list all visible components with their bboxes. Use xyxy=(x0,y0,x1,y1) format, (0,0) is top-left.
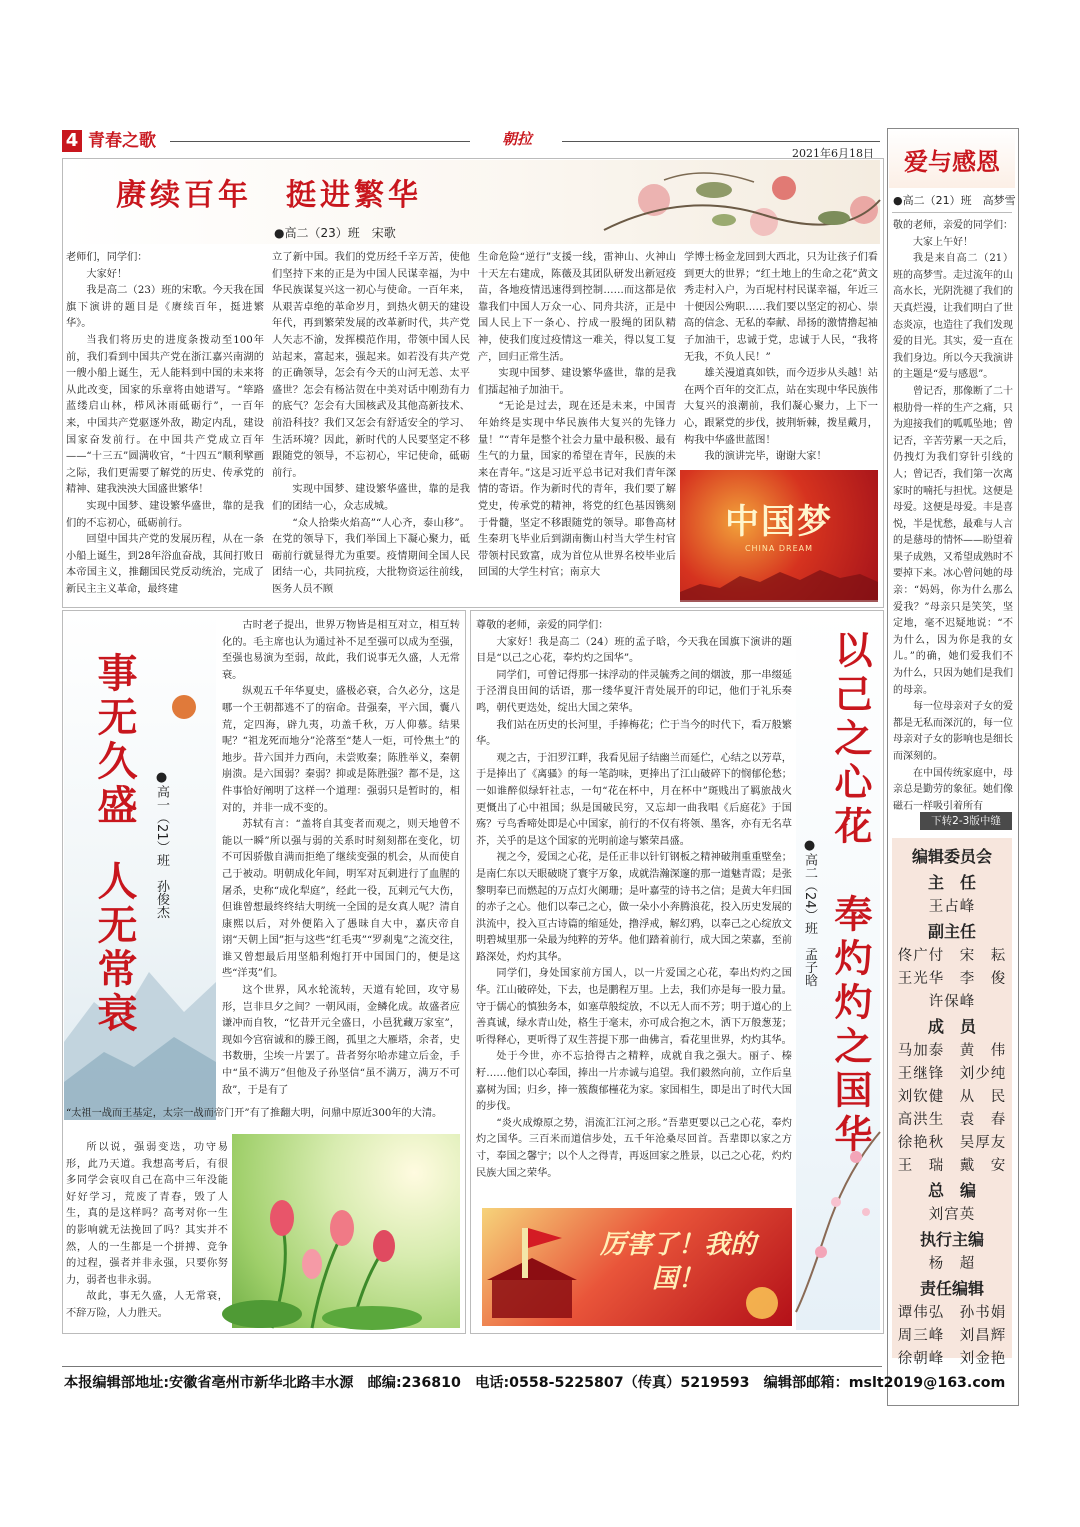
article-1-col-4 xyxy=(684,250,878,462)
footer-address: 本报编辑部地址:安徽省亳州市新华北路丰水源 邮编:236810 电话:0558-5225807（传真）5219593 编辑部邮箱：mslt2019@163.com xyxy=(64,1375,1006,1391)
tulip-flowers xyxy=(232,1134,460,1328)
issue-date: 2021年6月18日 xyxy=(792,147,874,160)
paragraph: 生命危险“逆行”支援一线，雷神山、火神山十天左右建成，陈薇及其团队研发出新冠疫苗，各地疫情迅速得到控制……而这都是依靠我们中国人万众一心、同舟共济，正是中国人民上下一条心、拧成一股绳的团队精神，使我们度过疫情这一难关，得以复工复产，回归正常生活。 xyxy=(478,252,676,363)
article-2-byline: ●高一（21）班 孙俊杰 xyxy=(154,770,169,919)
editorial-name: 刘宫英 xyxy=(928,1207,976,1223)
editorial-name: 王 瑞 戴 安 xyxy=(897,1158,1007,1174)
masthead: 朝拉 xyxy=(501,130,532,148)
article-3-title: 以己之心花 奉灼灼之国华 xyxy=(828,630,872,1158)
paragraph: 敬的老师，亲爱的同学们： xyxy=(893,220,1013,231)
page-number: 4 xyxy=(62,130,82,152)
editorial-heading: 编辑委员会 xyxy=(911,847,992,866)
article-1-col-2 xyxy=(272,250,470,606)
paragraph: 每一位母亲对子女的爱都是无私而深沉的，每一位母亲对子女的影响也是细长而深刻的。 xyxy=(893,701,1013,762)
editorial-name: 王继锋 刘少纯 xyxy=(897,1066,1007,1082)
china-dream-subtitle: CHINA DREAM xyxy=(744,544,814,553)
paragraph: 故此，事无久盛，人无常衰，不辞万险，人力胜天。 xyxy=(66,1291,228,1319)
paragraph: 在中国传统家庭中，母亲总是勤劳的象征。她们像磁石一样吸引着所有 xyxy=(893,767,1013,812)
paragraph: 曾记否，那像断了二十根肋骨一样的生产之痛，只为迎接我们的呱呱坠地；曾记否，辛苦劳累一天之后，仍拽灯为我们穿针引线的人；曾记否，我们第一次离家时的喃托与担忧。这便是母爱。这便是母爱。丰是喜悦，半是忧愁，最难与人言的是慈母的情怀——盼望着果子成熟，又希望成熟时不要掉下来。冰心曾问她的母亲：“妈妈，你为什么那么爱我？”母亲只是笑笑，坚定地，毫不迟疑地说：“不为什么，因为你是我的女儿。”的确，她们爱我们不为什么，只因为她们是我们的母亲。 xyxy=(893,385,1013,696)
paragraph: 纵观五千年华夏史，盛极必衰，合久必分，这是哪一个王朝都逃不了的宿命。昔强秦，平六国，囊八荒，定四海，辟九夷，功盖千秋，万人仰慕。结果呢？“祖龙死而地分”沦落至“楚人一炬，可怜焦土”的地步。昔六国并力西向，未尝败秦；陈胜举义，秦朝崩溃。是六国弱？秦弱？抑或是陈胜强？都不是，这件事恰好阐明了这样一个道理：强弱只是暂时的，相对的，并非一成不变的。 xyxy=(222,686,460,814)
amazing-china-text: 厉害了！我的国！ xyxy=(599,1230,756,1294)
article-4-body xyxy=(893,218,1013,812)
paragraph: 大家好！我是高二（24）班的孟子晗，今天我在国旗下演讲的题目是“以己之心花，奉灼灼之国华”。 xyxy=(476,636,792,665)
paragraph: 实现中国梦、建设繁华盛世，靠的是我们的不忘初心，砥砺前行。 xyxy=(66,500,264,529)
paragraph: 雄关漫道真如铁，而今迈步从头越！站在两个百年的交汇点，站在实现中华民族伟大复兴的浪潮前，我们凝心聚力，上下一心，跟紧党的步伐，披荆斩棘，拨星戴月，构我中华盛世蓝图！ xyxy=(684,368,878,446)
article-2-col-right xyxy=(222,618,460,1104)
continued-note: 下转2-3版中缝 xyxy=(920,812,1012,830)
mountain-landscape xyxy=(64,612,216,1120)
editorial-role: 总 编 xyxy=(927,1181,976,1200)
article-4-rule xyxy=(892,212,1012,213)
article-4-byline: ●高二（21）班 高梦雪 xyxy=(893,194,1016,207)
article-2-title-bg xyxy=(64,612,216,1120)
article-2-title-line-1: 事无久盛 xyxy=(91,652,137,828)
paragraph: “无论是过去，现在还是未来，中国青年始终是实现中华民族伟大复兴的先锋力量！”“青年是整个社会力量中最积极、最有生气的力量，国家的希望在青年，民族的未来在青年。”这是习近平总书记对我们青年深情的寄语。作为新时代的青年，我们要了解党史，传承党的精神，将党的红色基因镌刻于骨髓，坚定不移跟随党的领导。耶鲁高材生秦玥飞毕业后到湖南衡山村当大学生村官带领村民致富，成为首位从世界名校毕业后回国的大学生村官；南京大 xyxy=(478,401,676,579)
article-1-col-1 xyxy=(66,250,264,606)
editorial-role: 责任编辑 xyxy=(919,1279,984,1298)
paragraph: 大家好！ xyxy=(86,268,128,280)
paragraph: 实现中国梦、建设繁华盛世，靠的是我们擂起袖子加油干。 xyxy=(478,368,676,396)
editorial-role: 执行主编 xyxy=(919,1230,984,1249)
footer-rule xyxy=(62,1366,882,1367)
article-4-title: 爱与感恩 xyxy=(904,148,1000,176)
paragraph: 尊敬的老师，亲爱的同学们： xyxy=(476,620,609,631)
editorial-name: 刘钦健 从 民 xyxy=(897,1089,1007,1105)
paragraph: “众人拾柴火焰高”“人心齐，泰山移”。在党的领导下，我们举国上下凝心聚力，砥砺前行就显得尤为重要。疫情期间全国人民团结一心，共同抗疫，大批物资运往前线，医务人员不顾 xyxy=(272,517,470,595)
paragraph: 实现中国梦、建设繁华盛世，靠的是我们的团结一心，众志成城。 xyxy=(272,484,470,512)
article-2-title-line-2: 人无常衰 xyxy=(91,860,137,1036)
paragraph: 回望中国共产党的发展历程，从在一条小船上诞生，到28年浴血奋战，其间打败日本帝国主义，推翻国民党反动统治，完成了新民主主义革命，最终建 xyxy=(66,534,264,595)
header-rule-right xyxy=(562,141,880,142)
editorial-role: 成 员 xyxy=(927,1017,976,1036)
paragraph: 立了新中国。我们的党历经千辛万苦，使他们坚持下来的正是为中国人民谋幸福，为中华民族谋复兴这一初心与使命。一百年来，从艰苦卓绝的革命岁月，到热火朝天的建设年代，再到繁荣发展的改革新时代，共产党人矢志不渝，发挥模范作用，带领中国人民站起来，富起来，强起来。如若没有共产党的正确领导，怎会有今天的山河无恙、太平盛世？怎会有杨沾贺在中美对话中刚劲有力的底气？怎会有大国核武及其他高新技术、前沿科技？我们又怎会有舒适安全的学习、生活环境？因此，新时代的人民要坚定不移跟随党的领导，不忘初心，牢记使命，砥砺前行。 xyxy=(272,252,470,479)
paragraph: 处于今世，亦不忘拾得古之精粹，成就自我之强大。丽子、榛籽……他们以心奉国，捧出一片赤诚与追望。我们毅然向前，立作后皇嘉树为国；归乡，捧一簇馥郁槿花为家。家国相生，即是出了时代大国的步伐。 xyxy=(476,1051,792,1113)
editorial-panel xyxy=(892,838,1012,1367)
tulip-image xyxy=(232,1134,460,1328)
great-wall-graphic xyxy=(680,562,878,602)
paragraph: 我的演讲完毕，谢谢大家！ xyxy=(704,451,827,463)
editorial-name: 佟广付 宋 耘 xyxy=(897,948,1007,964)
article-1-banner xyxy=(64,160,880,244)
article-3-body xyxy=(476,618,792,1206)
amazing-china-banner xyxy=(482,1208,792,1326)
editorial-name: 许保峰 xyxy=(928,994,976,1010)
article-1-col-3 xyxy=(478,250,676,606)
paragraph: 老师们，同学们： xyxy=(66,252,148,263)
editorial-name: 徐朝峰 刘金艳 xyxy=(897,1351,1007,1367)
paragraph: 当我们将历史的进度条拨动至100年前，我们看到中国共产党在浙江嘉兴南湖的一艘小船上诞生，无人能料到中国的未来将从此改变，国家的乐章将由她谱写。“筚路蓝缕启山林，栉风沐雨砥砺行”，一百年来，中国共产党驱逐外敌，勘定内乱，建设国家奋发前行。在中国共产党成立百年——“十三五”圆满收官，“十四五”顺利擘画之际，我们更需要了解党的历史、传承党的精神、建我泱泱大国盛世繁华！ xyxy=(66,334,264,496)
paragraph: 观之古，于汨罗江畔，我看见屈子结幽兰而延伫，心结之以芳草，于是捧出了《离骚》的每一笔韵味，更捧出了江山破碎下的悯郁伦愁；一如谁醉似绿轩社志，一句“花在杯中，月在杯中”斑贱出了羁旅战火更慨出了心中祖国；纵是国破民穷，又忘却一曲我唱《后庭花》于国殇？亏鸟香啼处即是心中国家，前行的不仅有将领、墨客，亦有无名草芥，关乎的是这个国家的光明前途与繁荣昌盛。 xyxy=(476,752,792,847)
editorial-name: 高洪生 袁 春 xyxy=(897,1112,1007,1128)
editorial-name: 马加泰 黄 伟 xyxy=(897,1043,1007,1059)
editorial-name: 王光华 李 俊 xyxy=(897,971,1007,987)
article-1-title: 赓续百年 挺进繁华 xyxy=(116,178,422,213)
editorial-name: 谭伟弘 孙书娟 xyxy=(897,1305,1007,1321)
editorial-name: 王占峰 xyxy=(928,899,976,915)
section-name: 青春之歌 xyxy=(88,131,156,151)
paragraph: 视之今，爱国之心花，是任正非以针钉钢板之精神破荆重重壁垒；是南仁东以天眼破晓了寰宇万象，成就浩瀚深邃的那一道魅青霞；是张黎明奉已而燃起的万点灯火阑珊；是叶嘉莹的诗书之信；是黄大年归国的赤子之心。他们以奉己之心，做一朵小小奔腾浪花，投入历史发展的洪流中，投入亘古诗篇的缩延处，撸浮戒，解幻鸦，以奉己之心绽放文明碧城里那一朵最为纯粹的芳华。他们踏着前行，成大国之荣嘉，至前路深处，灼灼其华。 xyxy=(476,852,792,963)
header-rule-left xyxy=(170,141,470,142)
paragraph: 苏轼有言：“盖将自其变者而观之，则天地曾不能以一瞬”所以强与弱的关系时时刻刻都在变化，切不可因骄傲自满而拒绝了继续变强的机会，从而使自己于被动。明朝成化年间，明军对瓦剌进行了血腥的屠杀，史称“成化犁庭”，经此一役，瓦剌元气大伤，但谁曾想最终终结大明统一全国的是女真人呢？清自康熙以后，对外便陷入了愚昧自大中，嘉庆帝自诩“天朝上国”拒与这些“红毛夷”“罗刹鬼”之流交往，谁又曾想最后用坚船利炮打开中国国门的，便是这些“洋夷”们。 xyxy=(222,819,460,980)
china-dream-banner xyxy=(680,470,878,600)
editorial-role: 主 任 xyxy=(927,873,976,892)
paragraph: 我是来自高二（21）班的高梦雪。走过流年的山高水长，光阴洗褪了我们的天真烂漫，让我们明白了世态炎凉，也造往了我们发现爱的目光。其实，爱一直在我们身边。所以今天我演讲的主题是“爱与感恩”。 xyxy=(893,253,1013,381)
paragraph: 学博士杨金龙回到大西北，只为让孩子们看到更大的世界；“红土地上的生命之花”黄文秀走村入户，为百坭村村民谋幸福，年近三十便因公殉职……我们要以坚定的初心、崇高的信念、无私的奉献、昂扬的激情撸起袖子加油干，忠诚于党，忠诚于人民，“我将无我，不负人民！” xyxy=(684,252,878,363)
paragraph: 我是高二（23）班的宋歌。今天我在国旗下演讲的题目是《赓续百年，挺进繁华》。 xyxy=(66,285,264,330)
page-header xyxy=(62,128,882,158)
paragraph: 古时老子提出，世界万物皆是相互对立，相互转化的。毛主席也认为通过补不足至强可以成为至强，至强也易演为至弱，故此，我们说事无久盛，人无常衰。 xyxy=(222,620,460,681)
paragraph: “炎火成燎原之势，涓流汇江河之形。”吾辈更要以己之心花，奉灼灼之国华。三百米而道信步处，五千年沧桑尽回首。吾辈即以家之方寸，奉国之馨宁；以个人之得青，再返回家之胜景，以己之心花，灼灼民族大国之荣华。 xyxy=(476,1117,792,1179)
editorial-name: 徐艳秋 吴厚友 xyxy=(897,1135,1007,1151)
paragraph: 同学们，身处国家前方国人，以一片爱国之心花，奉出灼灼之国华。江山破碎处，下去，也是鹏程万里。上去，我们亦是每一股力量。守于儒心的慎独务本，如塞草般绽放，不以无人而不芳；明于道心的上善真诚，绿水青山处，格生于毫末，亦可成合抱之木，洒下万般葱茏；听得释心，更听得了双生菩提下那一曲佛言，看花里世界，灼灼其华。 xyxy=(476,968,792,1046)
editorial-name: 周三峰 刘昌辉 xyxy=(897,1328,1007,1344)
article-2-col-left xyxy=(66,1140,228,1328)
article-1-byline: ●高二（23）班 宋歌 xyxy=(274,226,396,240)
editorial-list xyxy=(892,844,1012,1371)
article-2-quote-text: “太祖一战而王基定，太宗一战而帝门开”有了推翻大明，问鼎中原近300年的大清。 xyxy=(66,1108,443,1119)
paragraph: 同学们，可曾记得那一抹浮动的伴灵毓秀之间的烟波，那一串缀延于泾渭良田间的话语，那一缕华夏汗青处展开的印记，他们于礼乐奏鸣，朝代更迭处，绽出大国之荣华。 xyxy=(476,669,792,714)
editorial-role: 副主任 xyxy=(927,922,976,941)
editorial-name: 杨 超 xyxy=(928,1256,976,1272)
article-3-byline: ●高二（24）班 孟子晗 xyxy=(802,838,817,987)
paragraph: 大家上午好！ xyxy=(913,236,973,248)
paragraph: 这个世界，风水轮流转，天道有轮回，攻守易形，岂非旦夕之间？一朝风雨，金鳞化成。故盛者应谦冲而自牧，“忆昔开元全盛日，小邑犹藏万家室”，现如今宫宿诚和的滕王阁，孤里之大雁塔，余者，史书数册，尘埃一片罢了。昔者努尔哈赤建立后金，手中“虽不满万”但他及子孙坚信“虽不满万，满万不可敌”，于是有了 xyxy=(222,985,460,1096)
paragraph: 我们站在历史的长河里，手捧梅花；伫于当今的时代下，看万般繁华。 xyxy=(476,719,792,748)
china-dream-text: 中国梦 xyxy=(725,502,833,542)
paragraph: 所以说，强弱变迭，功守易形，此乃天道。我想高考后，有很多同学会哀叹自己在高中三年没能好好学习，荒废了青春，毁了人生，真的是这样吗？高考对你一生的影响就无法挽回了吗？其实并不然，人的一生都是一个拼搏、竞争的过程，强者并非永强，只要你努力，弱者也非永弱。 xyxy=(66,1142,228,1286)
